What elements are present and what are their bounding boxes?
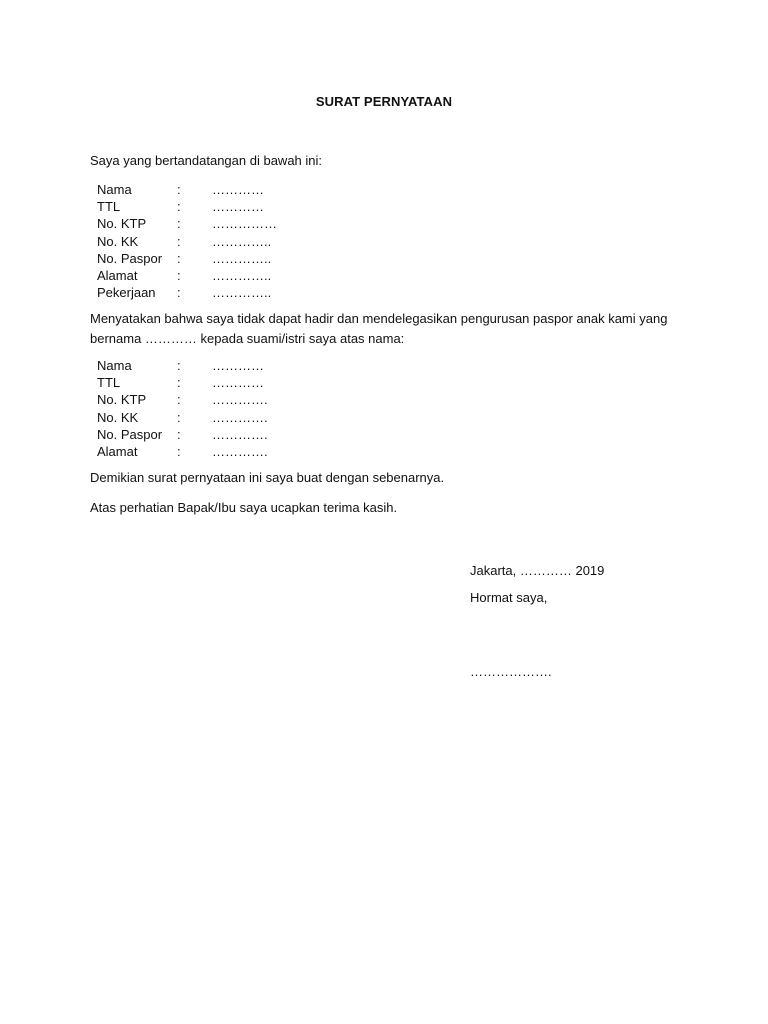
field-value: ………….: [212, 443, 268, 459]
field-row-no-ktp: [97, 215, 277, 232]
signature-regards: Hormat saya,: [470, 590, 548, 605]
field-colon: :: [177, 426, 181, 442]
delegate-fields: [97, 357, 268, 460]
field-value: …………: [212, 199, 264, 215]
field-row-pekerjaan: [97, 284, 277, 301]
field-label: No. Paspor: [97, 250, 163, 266]
field-label: Pekerjaan: [97, 285, 156, 301]
field-row-nama: [97, 181, 277, 198]
field-value: ………….: [212, 409, 268, 425]
field-row-no-paspor: [97, 250, 277, 267]
field-value: ……………: [212, 216, 277, 232]
field-label: Nama: [97, 182, 132, 197]
field-value: ………….: [212, 426, 268, 442]
applicant-fields: [97, 181, 277, 301]
signature-name-placeholder: ……………….: [470, 664, 552, 679]
field-colon: :: [177, 409, 181, 425]
field-row-no-paspor: [97, 426, 268, 443]
field-row-ttl: [97, 374, 268, 391]
field-value: …………: [212, 375, 264, 391]
field-row-no-kk: [97, 409, 268, 426]
field-colon: :: [177, 392, 181, 408]
signature-place-date: Jakarta, ………… 2019: [470, 563, 605, 578]
field-colon: :: [177, 250, 181, 266]
field-value: …………..: [212, 233, 272, 249]
field-value: …………..: [212, 250, 272, 266]
closing-thanks: Atas perhatian Bapak/Ibu saya ucapkan terima kasih.: [90, 500, 398, 515]
field-row-no-kk: [97, 233, 277, 250]
field-colon: :: [177, 358, 181, 373]
field-value: ………….: [212, 392, 268, 408]
document-title: SURAT PERNYATAAN: [315, 94, 453, 109]
intro-text: Saya yang bertandatangan di bawah ini:: [90, 153, 323, 168]
field-colon: :: [177, 233, 181, 249]
field-colon: :: [177, 443, 181, 459]
field-colon: :: [177, 285, 181, 301]
field-value: …………..: [212, 285, 272, 301]
field-colon: :: [177, 199, 181, 215]
field-label: Nama: [97, 358, 132, 373]
field-label: No. Paspor: [97, 426, 163, 442]
field-value: …………..: [212, 267, 272, 283]
field-row-ttl: [97, 198, 277, 215]
field-row-nama: [97, 357, 268, 374]
field-label: TTL: [97, 199, 121, 215]
field-value: …………: [212, 182, 264, 197]
field-label: Alamat: [97, 443, 138, 459]
field-label: No. KTP: [97, 216, 147, 232]
field-label: No. KK: [97, 409, 139, 425]
field-value: …………: [212, 358, 264, 373]
field-colon: :: [177, 375, 181, 391]
field-colon: :: [177, 216, 181, 232]
field-colon: :: [177, 267, 181, 283]
field-label: TTL: [97, 375, 121, 391]
closing-statement: Demikian surat pernyataan ini saya buat dengan sebenarnya.: [90, 470, 445, 485]
field-label: No. KTP: [97, 392, 147, 408]
statement-text: Menyatakan bahwa saya tidak dapat hadir dan mendelegasikan pengurusan paspor anak kami yang bernama ………… kepada suami/istri saya atas nama:: [90, 311, 668, 346]
field-row-alamat: [97, 443, 268, 460]
field-label: Alamat: [97, 267, 138, 283]
field-row-no-ktp: [97, 391, 268, 408]
field-colon: :: [177, 182, 181, 197]
field-label: No. KK: [97, 233, 139, 249]
field-row-alamat: [97, 267, 277, 284]
